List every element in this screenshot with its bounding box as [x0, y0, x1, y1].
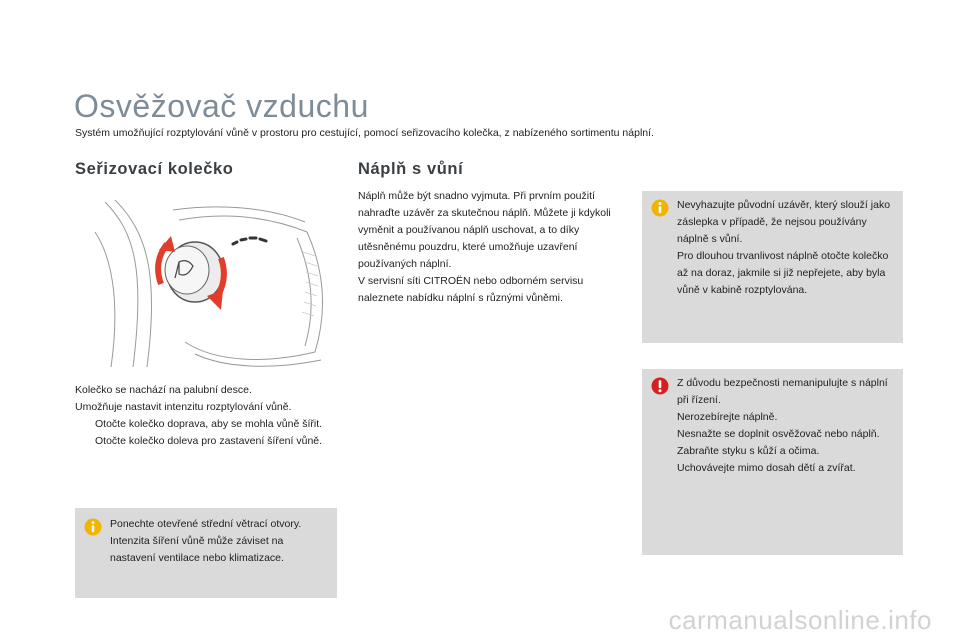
section-heading-fragrance-cartridge: Náplň s vůní — [358, 160, 464, 178]
note-line: Z důvodu bezpečnosti nemanipulujte s náplní při řízení. — [677, 377, 888, 406]
intro-line: Kolečko se nachází na palubní desce. — [75, 384, 252, 396]
section-heading-adjustment-wheel: Seřizovací kolečko — [75, 160, 234, 178]
warning-note-safety — [642, 369, 903, 555]
bullet-item — [75, 433, 337, 450]
bullet-text: Otočte kolečko doprava, aby se mohla vůně šířit. — [95, 418, 323, 430]
adjustment-wheel-illustration — [75, 192, 337, 372]
note-line: Uchovávejte mimo dosah dětí a zvířat. — [677, 462, 856, 474]
note-line: Zabraňte styku s kůží a očima. — [677, 445, 820, 457]
note-line: Nerozebírejte náplně. — [677, 411, 778, 423]
note-text — [110, 516, 329, 567]
note-text — [677, 197, 895, 299]
info-note-original-cap — [642, 191, 903, 343]
fragrance-cartridge-description — [358, 188, 620, 307]
page-title: Osvěžovač vzduchu — [74, 88, 369, 124]
note-line: Pro dlouhou trvanlivost náplně otočte kolečko až na doraz, jakmile si již nepřejete, aby byla vůně v kabině rozptylována. — [677, 250, 889, 296]
note-line: Intenzita šíření vůně může záviset na nastavení ventilace nebo klimatizace. — [110, 535, 284, 564]
bullet-item — [75, 416, 337, 433]
note-line: Nesnažte se doplnit osvěžovač nebo náplň. — [677, 428, 880, 440]
note-line: Ponechte otevřené střední větrací otvory. — [110, 518, 302, 530]
bullet-icon — [75, 433, 95, 450]
bullet-icon — [75, 416, 95, 433]
note-text — [677, 375, 895, 477]
paragraph: Náplň může být snadno vyjmuta. Při prvním použití nahraďte uzávěr za skutečnou náplň. Můžete ji kdykoli vyměnit a používanou náplň uschovat, a to díky utěsněnému pouzdru, které umožňuje uzavření používaných náplní. — [358, 190, 611, 270]
note-line: Nevyhazujte původní uzávěr, který slouží jako záslepka v případě, že nejsou používány náplně s vůní. — [677, 199, 891, 245]
adjustment-wheel-description — [75, 382, 337, 450]
watermark: carmanualsonline.info — [668, 605, 932, 635]
bullet-text: Otočte kolečko doleva pro zastavení šíření vůně. — [95, 435, 323, 447]
info-icon — [651, 199, 669, 217]
warning-icon — [651, 377, 669, 395]
paragraph: V servisní síti CITROËN nebo odborném servisu naleznete nabídku náplní s různými vůněmi. — [358, 275, 584, 304]
info-icon — [84, 518, 102, 536]
intro-line: Umožňuje nastavit intenzitu rozptylování vůně. — [75, 401, 292, 413]
page-subtitle: Systém umožňující rozptylování vůně v prostoru pro cestující, pomocí seřizovacího kolečka, z nabízeného sortimentu náplní. — [75, 127, 654, 139]
info-note-ventilation — [75, 508, 337, 598]
